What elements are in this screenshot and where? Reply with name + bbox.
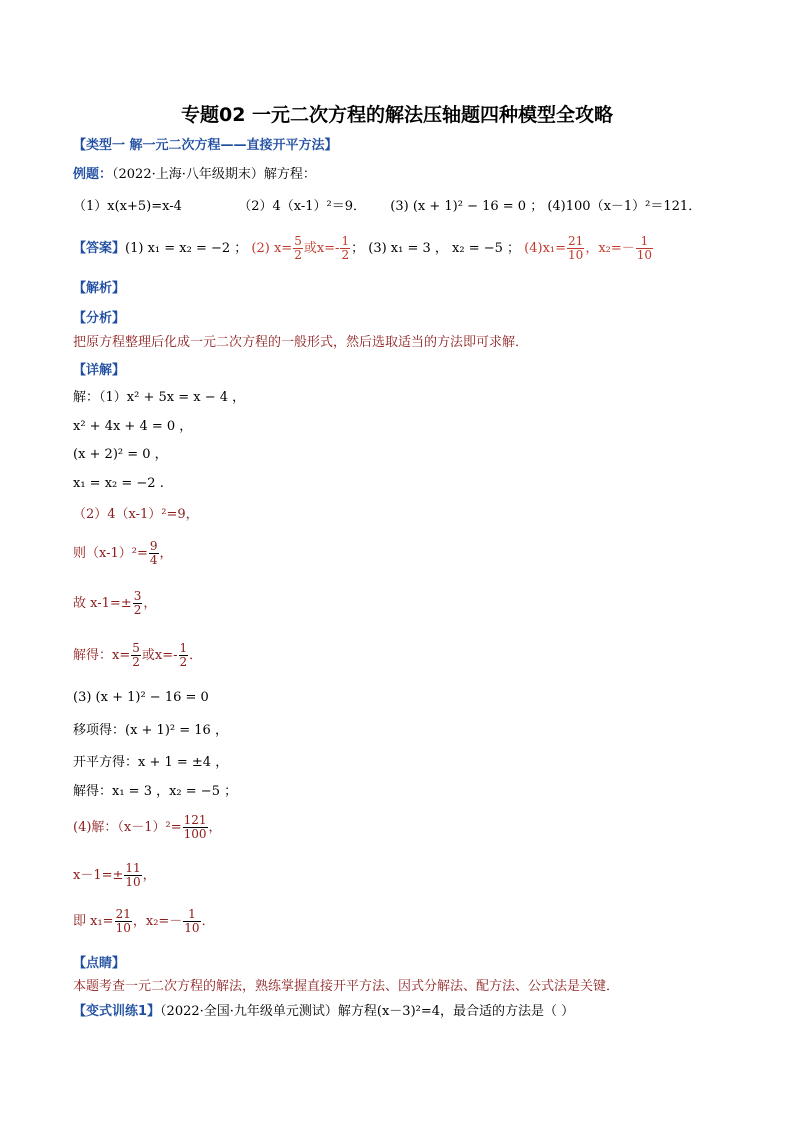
page-title: 专题02 一元二次方程的解法压轴题四种模型全攻略 bbox=[180, 104, 614, 126]
exercise-text: （2022·全国·九年级单元测试）解方程(x－3)²=4，最合适的方法是（ ） bbox=[160, 1004, 575, 1019]
answer-fraction-21-10: $\frac{21}{10}$ bbox=[568, 234, 584, 262]
comment-text: 本题考查一元二次方程的解法，熟练掌握直接开平方法、因式分解法、配方法、公式法是关键． bbox=[73, 979, 620, 994]
comment-label: 【点睛】 bbox=[73, 956, 126, 971]
answer-fraction-1-2: $\frac{1}{2}$ bbox=[341, 234, 350, 262]
step-10: 移项得：(x + 1)² = 16 ， bbox=[73, 723, 228, 738]
answer-part-2-end: ； bbox=[351, 241, 365, 256]
step-9: (3) (x + 1)² − 16 = 0 bbox=[73, 690, 209, 705]
step-3: (x + 2)² = 0 ， bbox=[73, 447, 168, 462]
section-heading: 【类型一 解一元二次方程——直接开平方法】 bbox=[73, 138, 338, 153]
example-label: 例题： bbox=[73, 167, 113, 182]
step-15: 即 x₁= $\frac{21}{10}$ ，x₂=－ $\frac{1}{10}$ ． bbox=[73, 907, 215, 935]
question-4: (4)100（x－1）²＝121． bbox=[547, 199, 702, 214]
fenxi-text: 把原方程整理后化成一元二次方程的一般形式，然后选取适当的方法即可求解． bbox=[73, 335, 529, 350]
question-1: （1）x(x+5)=x-4 bbox=[73, 199, 182, 214]
example-source: （2022·上海·八年级期末）解方程： bbox=[112, 167, 316, 182]
step-5: （2）4（x-1）²=9， bbox=[73, 507, 199, 522]
answer-part-1: (1) x₁ = x₂ = −2 ； bbox=[125, 241, 248, 256]
fenxi-label: 【分析】 bbox=[73, 311, 126, 326]
answer-fraction-1-10: $\frac{1}{10}$ bbox=[636, 234, 653, 262]
step-1: 解：（1）x² + 5x = x − 4 ， bbox=[73, 390, 246, 405]
fraction-5-2: $\frac{5}{2}$ bbox=[132, 641, 140, 669]
step-7: 故 x-1=± $\frac{3}{2}$ ， bbox=[73, 589, 157, 617]
detail-label: 【详解】 bbox=[73, 363, 126, 378]
answer-label: 【答案】 bbox=[73, 241, 126, 256]
step-12: 解得：x₁ = 3 ，x₂ = −5 ； bbox=[73, 784, 238, 799]
exercise-label: 【变式训练1】 bbox=[73, 1004, 161, 1019]
answer-fraction-5-2: $\frac{5}{2}$ bbox=[294, 234, 302, 262]
example-line bbox=[73, 166, 316, 184]
fraction-121-100: $\frac{121}{100}$ bbox=[183, 813, 207, 841]
question-3-prefix: (3) bbox=[390, 199, 409, 214]
question-2: （2）4（x-1）²＝9． bbox=[238, 199, 366, 214]
fraction-9-4: $\frac{9}{4}$ bbox=[149, 539, 158, 567]
fraction-21-10: $\frac{21}{10}$ bbox=[115, 907, 131, 935]
fraction-3-2: $\frac{3}{2}$ bbox=[133, 589, 142, 617]
answer-part-4-prefix: (4)x₁= bbox=[524, 241, 567, 256]
exercise-line bbox=[73, 1003, 574, 1021]
step-13: (4)解：（x－1）²= $\frac{121}{100}$ ， bbox=[73, 813, 222, 841]
answer-part-2-prefix: (2) x= bbox=[251, 241, 293, 256]
step-11: 开平方得：x + 1 = ±4 ， bbox=[73, 755, 229, 770]
question-3: (x + 1)² − 16 = 0 ； bbox=[412, 199, 544, 214]
step-14: x－1=± $\frac{11}{10}$ ， bbox=[73, 861, 156, 889]
fraction-1-2: $\frac{1}{2}$ bbox=[179, 641, 188, 669]
step-2: x² + 4x + 4 = 0 ， bbox=[73, 419, 193, 434]
analysis-label: 【解析】 bbox=[73, 281, 126, 296]
step-8: 解得：x= $\frac{5}{2}$ 或x=- $\frac{1}{2}$ ． bbox=[73, 641, 203, 669]
fraction-11-10: $\frac{11}{10}$ bbox=[125, 861, 141, 889]
answer-line bbox=[73, 234, 654, 264]
example-questions bbox=[73, 198, 701, 216]
step-4: x₁ = x₂ = −2 . bbox=[73, 476, 164, 491]
answer-part-3: (3) x₁ = 3 ， x₂ = −5 ； bbox=[368, 241, 521, 256]
fraction-1-10: $\frac{1}{10}$ bbox=[184, 907, 200, 935]
step-6: 则（x-1）²= $\frac{9}{4}$ ， bbox=[73, 539, 173, 567]
answer-part-2-mid: 或x=- bbox=[303, 241, 340, 256]
answer-part-4-mid: ，x₂=－ bbox=[585, 241, 635, 256]
